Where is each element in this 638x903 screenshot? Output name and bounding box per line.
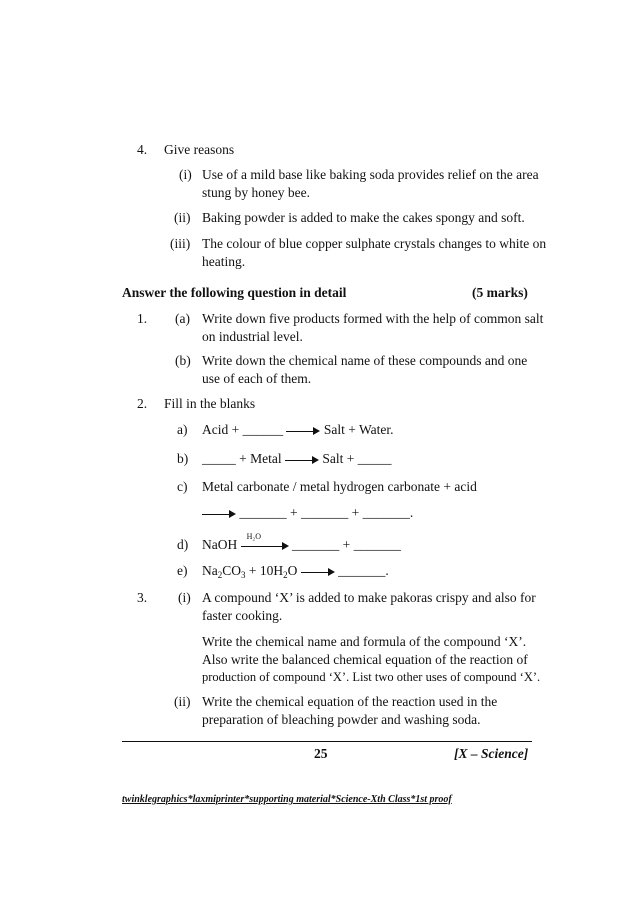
q2-c-line1: Metal carbonate / metal hydrogen carbonate + acid bbox=[202, 479, 477, 494]
q1-number: 1. bbox=[137, 311, 148, 326]
q2-a-left: Acid + ______ bbox=[202, 422, 284, 437]
q2-number: 2. bbox=[137, 396, 148, 411]
q2-a-label: a) bbox=[177, 422, 188, 437]
q3-i-line4: Also write the balanced chemical equation of the reaction of bbox=[202, 652, 528, 667]
q2-c-blanks: _______ + _______ + _______. bbox=[239, 505, 414, 520]
q2-title: Fill in the blanks bbox=[164, 396, 256, 411]
reaction-arrow-icon bbox=[202, 509, 236, 519]
footer-subject: [X – Science] bbox=[454, 746, 529, 761]
subscript: 2 bbox=[283, 570, 288, 580]
formula-o: O bbox=[287, 563, 298, 578]
subscript: 3 bbox=[241, 570, 246, 580]
formula-na: Na bbox=[202, 563, 218, 578]
q4-iii-line1: The colour of blue copper sulphate crystals changes to white on bbox=[202, 236, 547, 251]
q4-i-label: (i) bbox=[179, 167, 192, 182]
q2-d-right: _______ + _______ bbox=[292, 537, 401, 552]
q2-e-right: _______. bbox=[338, 563, 389, 578]
q1-a-line1: Write down five products formed with the help of common salt bbox=[202, 311, 544, 326]
formula-water: + 10H bbox=[245, 563, 284, 578]
q2-d-label: d) bbox=[177, 537, 189, 552]
q2-a-right: Salt + Water. bbox=[323, 422, 394, 437]
q4-i-line1: Use of a mild base like baking soda provides relief on the area bbox=[202, 167, 539, 182]
formula-co: CO bbox=[222, 563, 242, 578]
q2-d-equation bbox=[202, 531, 401, 553]
q2-b-label: b) bbox=[177, 451, 189, 466]
reaction-arrow-icon bbox=[286, 426, 320, 436]
q4-iii-label: (iii) bbox=[170, 236, 191, 251]
section-marks: (5 marks) bbox=[472, 285, 528, 300]
section-title: Answer the following question in detail bbox=[122, 285, 347, 300]
q2-e-equation bbox=[202, 563, 389, 580]
q2-b-left: _____ + Metal bbox=[202, 451, 282, 466]
q2-c-label: c) bbox=[177, 479, 188, 494]
q3-ii-line2: preparation of bleaching powder and washing soda. bbox=[202, 712, 481, 727]
page-number: 25 bbox=[314, 746, 328, 761]
q4-iii-line2: heating. bbox=[202, 254, 246, 269]
q2-c-line2 bbox=[202, 505, 413, 521]
subscript: 2 bbox=[217, 570, 223, 580]
q3-i-line5: production of compound ‘X’. List two other uses of compound ‘X’. bbox=[202, 670, 541, 684]
q2-e-label: e) bbox=[177, 563, 188, 578]
q3-number: 3. bbox=[137, 590, 148, 605]
q2-b-equation bbox=[202, 451, 391, 467]
q1-b-line2: use of each of them. bbox=[202, 371, 312, 386]
q3-i-line1: A compound ‘X’ is added to make pakoras crispy and also for bbox=[202, 590, 536, 605]
footer-rule bbox=[122, 741, 532, 742]
reaction-arrow-icon bbox=[285, 455, 319, 465]
q4-title: Give reasons bbox=[164, 142, 235, 157]
q1-b-label: (b) bbox=[175, 353, 191, 368]
q1-a-line2: on industrial level. bbox=[202, 329, 303, 344]
q2-d-left: NaOH bbox=[202, 537, 238, 552]
reaction-arrow-icon bbox=[241, 531, 289, 551]
q3-ii-line1: Write the chemical equation of the reaction used in the bbox=[202, 694, 498, 709]
q4-i-line2: stung by honey bee. bbox=[202, 185, 310, 200]
q2-b-right: Salt + _____ bbox=[322, 451, 392, 466]
q4-ii-line1: Baking powder is added to make the cakes spongy and soft. bbox=[202, 210, 525, 225]
q4-ii-label: (ii) bbox=[174, 210, 191, 225]
q1-a-label: (a) bbox=[175, 311, 190, 326]
arrow-condition: H₂O bbox=[246, 531, 261, 541]
print-proof-note: twinklegraphics*laxmiprinter*supporting material*Science-Xth Class*1st proof bbox=[122, 794, 452, 805]
q1-b-line1: Write down the chemical name of these compounds and one bbox=[202, 353, 528, 368]
reaction-arrow-icon bbox=[301, 567, 335, 577]
q3-i-line2: faster cooking. bbox=[202, 608, 283, 623]
q3-i-line3: Write the chemical name and formula of the compound ‘X’. bbox=[202, 634, 527, 649]
q3-ii-label: (ii) bbox=[174, 694, 191, 709]
q2-a-equation bbox=[202, 422, 394, 438]
q3-i-label: (i) bbox=[178, 590, 191, 605]
q4-number: 4. bbox=[137, 142, 148, 157]
